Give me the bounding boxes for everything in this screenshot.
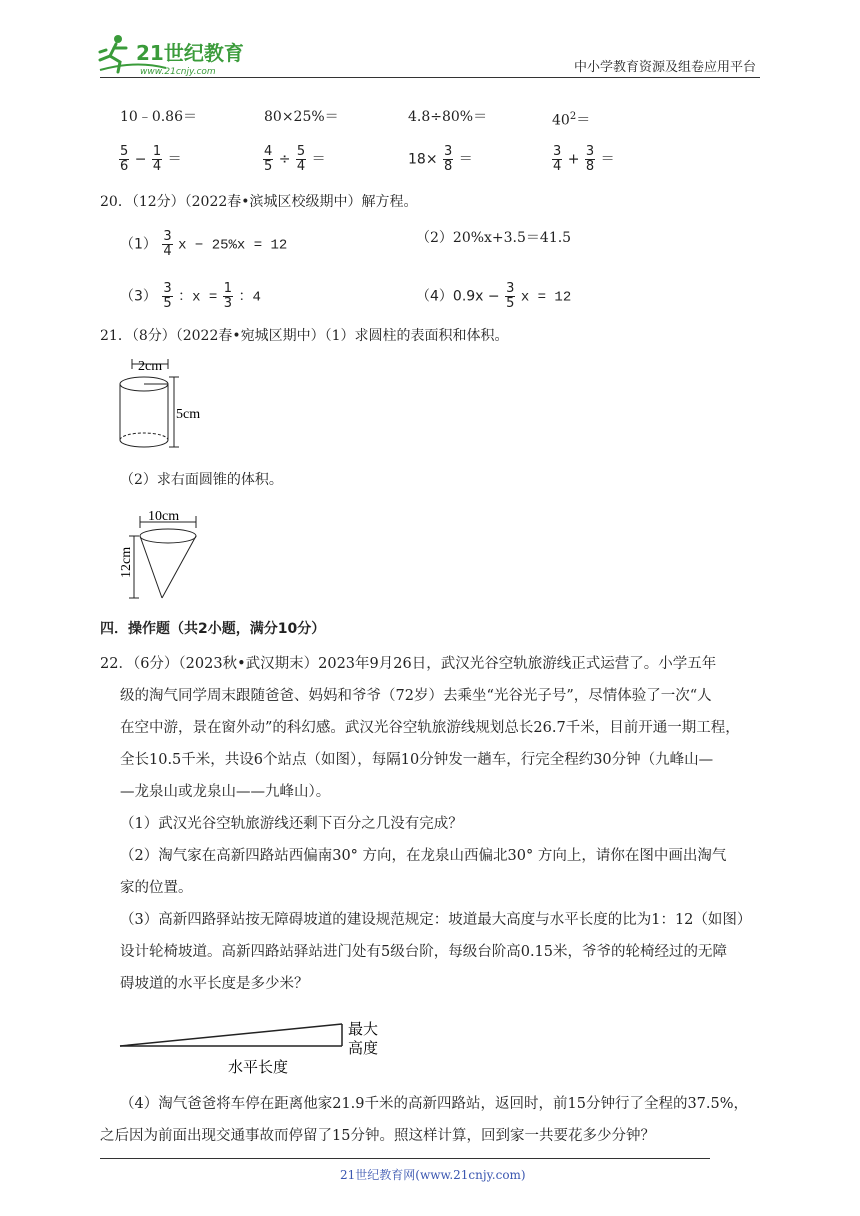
footer-divider — [100, 1158, 710, 1159]
cone-height-label: 12cm — [119, 546, 134, 578]
q20-part2: （2）20%x+3.5＝41.5 — [416, 230, 572, 246]
calc-8: $\frac{3}{4}$ + $\frac{3}{8}$ ＝ — [553, 144, 615, 174]
q20-part1: （1） $\frac{3}{4}$ x − 25%x = 12 — [120, 229, 288, 259]
q22-sub1: （1）武汉光谷空轨旅游线还剩下百分之几没有完成？ — [120, 816, 463, 832]
logo-text: 21世纪教育 — [136, 41, 244, 65]
q22-sub3a: （3）高新四路驿站按无障碍坡道的建设规范规定：坡道最大高度与水平长度的比为1：12（如图） — [120, 912, 752, 928]
logo-icon — [96, 30, 256, 78]
header-divider — [100, 77, 760, 78]
calc-5: $\frac{5}{6}$ − $\frac{1}{4}$ ＝ — [120, 144, 182, 174]
platform-name: 中小学教育资源及组卷应用平台 — [574, 60, 757, 75]
ramp-max-label-2: 高度 — [348, 1039, 379, 1057]
logo-url: www.21cnjy.com — [140, 67, 216, 77]
q21-title: 21．（8分）（2022春•宛城区期中）（1）求圆柱的表面积和体积。 — [100, 328, 509, 344]
q20-part4: （4）0.9x − $\frac{3}{5}$ x = 12 — [416, 281, 572, 311]
calc-4: $40^2=$ — [552, 111, 591, 129]
cone-diameter-label: 10cm — [148, 509, 180, 524]
q22-sub3b: 设计轮椅坡道。高新四路站驿站进门处有5级台阶，每级台阶高0.15米，爷爷的轮椅经过的无障 — [120, 944, 728, 960]
q22-sub4: （4）淘气爸爸将车停在距离他家21.9千米的高新四路站，返回时，前15分钟行了全程的37.5%， 之后因为前面出现交通事故而停留了15分钟。照这样计算，回到家一共要花多少分钟？ — [100, 1096, 749, 1144]
cylinder-height-label: 5cm — [176, 407, 201, 422]
section-heading: 四．操作题（共2小题，满分10分） — [100, 621, 326, 637]
footer-text: 21世纪教育网(www.21cnjy.com) — [340, 1168, 526, 1182]
q21-part2: （2）求右面圆锥的体积。 — [120, 472, 283, 488]
cone-figure — [112, 502, 222, 606]
q20-part3: （3） $\frac{3}{5}$ ：x = $\frac{1}{3}$ ：4 — [120, 281, 261, 311]
ramp-length-label: 水平长度 — [228, 1058, 289, 1076]
calc-1: 10﹣0.86＝ — [120, 109, 197, 125]
calc-7: 18× $\frac{3}{8}$ ＝ — [408, 144, 473, 174]
ramp-max-label-1: 最大 — [348, 1020, 379, 1038]
cylinder-diameter-label: 2cm — [138, 359, 163, 374]
cylinder-figure — [112, 356, 212, 456]
q22-sub2b: 家的位置。 — [120, 880, 193, 896]
calc-3: 4.8÷80%＝ — [408, 109, 488, 125]
q22-sub3c: 碍坡道的水平长度是多少米？ — [120, 976, 309, 992]
ramp-figure — [116, 1018, 396, 1080]
q20-title: 20．（12分）（2022春•滨城区校级期中）解方程。 — [100, 194, 418, 210]
calc-2: 80×25%＝ — [264, 109, 339, 125]
q22-sub2a: （2）淘气家在高新四路站西偏南30° 方向，在龙泉山西偏北30° 方向上，请你在图中画出淘气 — [120, 848, 727, 864]
calc-6: $\frac{4}{5}$ ÷ $\frac{5}{4}$ ＝ — [264, 144, 326, 174]
q22-intro: 22．（6分）（2023秋•武汉期末）2023年9月26日，武汉光谷空轨旅游线正式运营了。小学五年 级的淘气同学周末跟随爸爸、妈妈和爷爷（72岁）去乘坐“光谷光子号”，尽情体验了一次“人 在空中游，景在窗外动”的科幻感。武汉光谷空轨旅游线规划总长26.7千米，目前开通一期工程， 全长10.5千米，共设6个站点（如图），每隔10分钟发一趟车，行完全程约30分钟（九峰山— —龙泉山或龙泉山——九峰山）。 （1）武汉光谷空轨旅游线还剩下百分之几没有完成？ （2）淘气家在高新四路站西偏南30° 方向，在龙泉山西偏北30° 方向上，请你在图中画出淘气 家的位置。 （3）高新四路驿站按无障碍坡道的建设规范规定：坡道最大高度与水平长度的比为1：12（如图） 设计轮椅坡道。高新四路站驿站进门处有5级台阶，每级台阶高0.15米，爷爷的轮椅经过的无障 碍坡道的水平长度是多少米？ — [120, 648, 770, 1000]
